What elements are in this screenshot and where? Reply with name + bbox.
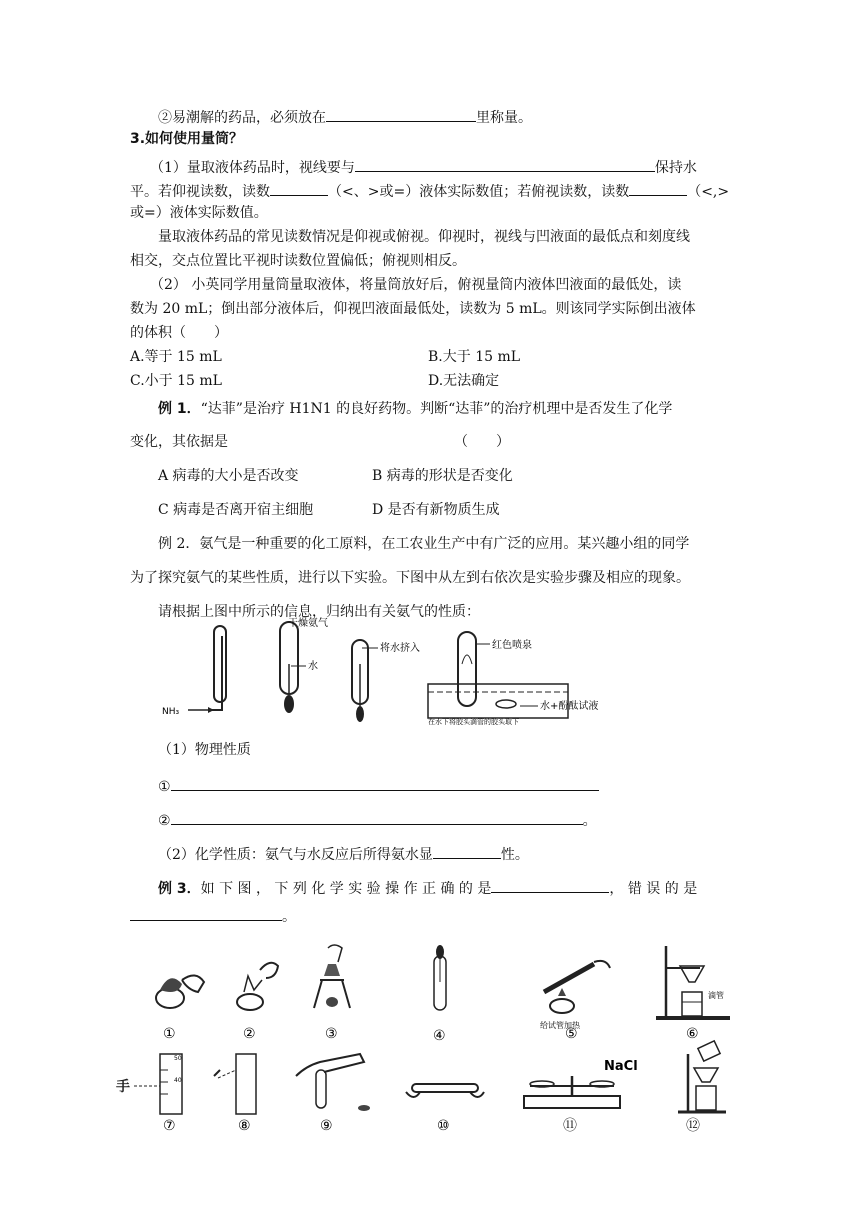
label-2: ② xyxy=(243,1026,256,1042)
svg-text:50: 50 xyxy=(174,1055,182,1062)
label-7: ⑦ xyxy=(163,1118,176,1134)
example-3: 例 3．如 下 图 ， 下 列 化 学 实 验 操 作 正 确 的 是 ， 错 误 的 是 xyxy=(158,877,697,898)
example-1: 例 1．“达菲”是治疗 H1N1 的良好药物。判断“达菲”的治疗机理中是否发生了化学 xyxy=(158,401,673,417)
question-2: （2） 小英同学用量筒量取液体，将量筒放好后，俯视量筒内液体凹液面的最低处，读 xyxy=(150,277,682,293)
option-b: B.大于 15 mL xyxy=(428,349,521,365)
example-2: 例 2．氨气是一种重要的化工原料，在工农业生产中有广泛的应用。某兴趣小组的同学 xyxy=(158,536,690,552)
blank xyxy=(171,809,583,825)
question-2-end: 的体积（ ） xyxy=(130,325,228,341)
blank xyxy=(629,180,687,196)
operation-2 xyxy=(237,963,278,1010)
operation-1 xyxy=(156,975,204,1008)
example-2-prompt: 请根据上图中所示的信息，归纳出有关氨气的性质： xyxy=(158,604,480,620)
blank xyxy=(491,877,609,893)
blank xyxy=(171,775,599,791)
blank xyxy=(326,106,476,122)
label-12: ⑫ xyxy=(686,1118,700,1134)
option-c: C.小于 15 mL xyxy=(130,373,222,389)
example-1-option-d: D 是否有新物质生成 xyxy=(372,502,500,518)
example-1-option-c: C 病毒是否离开宿主细胞 xyxy=(158,502,314,518)
label-4: ④ xyxy=(433,1028,446,1044)
question-1: （1）量取液体药品时，视线要与 保持水 xyxy=(150,156,697,177)
operation-4 xyxy=(434,945,446,1010)
svg-text:给试管加热: 给试管加热 xyxy=(540,1021,580,1030)
para-2: 相交，交点位置比平视时读数位置偏低；俯视则相反。 xyxy=(130,253,466,269)
label-5: ⑤ xyxy=(565,1026,578,1042)
operation-5 xyxy=(540,961,610,1030)
blank xyxy=(270,180,328,196)
physical-property-2: ② 。 xyxy=(158,809,597,830)
line-moisture: ②易潮解的药品，必须放在 里称量。 xyxy=(158,106,532,127)
svg-text:滴管: 滴管 xyxy=(708,991,724,1000)
nh3-label: NH₃ xyxy=(162,707,180,717)
svg-text:在水下将胶头滴管的胶头取下: 在水下将胶头滴管的胶头取下 xyxy=(428,718,519,726)
blank xyxy=(433,843,501,859)
example-1-option-a: A 病毒的大小是否改变 xyxy=(158,468,299,484)
svg-text:水: 水 xyxy=(308,661,318,672)
label-9: ⑨ xyxy=(320,1118,333,1134)
chemical-property: （2）化学性质：氨气与水反应后所得氨水显 性。 xyxy=(158,843,529,864)
operation-10 xyxy=(406,1084,484,1097)
label-11: ⑪ xyxy=(563,1118,577,1134)
svg-text:红色喷泉: 红色喷泉 xyxy=(492,640,532,651)
label-8: ⑧ xyxy=(238,1118,251,1134)
physical-property-1: ① xyxy=(158,775,599,796)
example-3-cont: 。 xyxy=(130,905,296,926)
operation-6 xyxy=(656,946,730,1018)
blank xyxy=(355,156,655,172)
svg-text:NaCl: NaCl xyxy=(604,1059,638,1074)
label-6: ⑥ xyxy=(686,1026,699,1042)
question-1-end: 或=）液体实际数值。 xyxy=(130,205,268,221)
option-a: A.等于 15 mL xyxy=(130,349,222,365)
section-title: 3.如何使用量筒？ xyxy=(130,131,244,147)
operation-11 xyxy=(524,1059,638,1108)
question-1-cont: 平。若仰视读数，读数 （<、>或=）液体实际数值；若俯视读数，读数 （<,> xyxy=(130,180,729,201)
label-1: ① xyxy=(163,1026,176,1042)
label-10: ⑩ xyxy=(437,1118,450,1134)
operation-9 xyxy=(296,1054,370,1111)
svg-text:40: 40 xyxy=(174,1077,182,1084)
question-2-cont: 数为 20 mL；倒出部分液体后，仰视凹液面最低处，读数为 5 mL。则该同学实际倒出液体 xyxy=(130,301,696,317)
operation-7 xyxy=(116,1054,182,1114)
example-2-cont: 为了探究氨气的某些性质，进行以下实验。下图中从左到右依次是实验步骤及相应的现象。 xyxy=(130,570,690,586)
svg-text:干燥氨气: 干燥氨气 xyxy=(288,618,328,629)
svg-text:将水挤入: 将水挤入 xyxy=(380,643,420,654)
lab-operations-figure xyxy=(100,936,740,1136)
ammonia-experiment-figure xyxy=(160,614,599,726)
physical-properties-heading: （1）物理性质 xyxy=(158,742,251,758)
operation-3 xyxy=(314,945,350,1008)
option-d: D.无法确定 xyxy=(428,373,500,389)
example-1-cont: 变化，其依据是 xyxy=(130,434,228,450)
answer-paren: （ ） xyxy=(454,434,510,450)
svg-text:水+酚酞试液: 水+酚酞试液 xyxy=(540,701,599,712)
label-3: ③ xyxy=(325,1026,338,1042)
svg-text:手: 手 xyxy=(116,1079,130,1095)
operation-8 xyxy=(214,1054,256,1114)
blank xyxy=(130,905,282,921)
operation-12 xyxy=(678,1041,726,1112)
para-1: 量取液体药品的常见读数情况是仰视或俯视。仰视时，视线与凹液面的最低点和刻度线 xyxy=(158,229,690,245)
example-1-option-b: B 病毒的形状是否变化 xyxy=(372,468,513,484)
